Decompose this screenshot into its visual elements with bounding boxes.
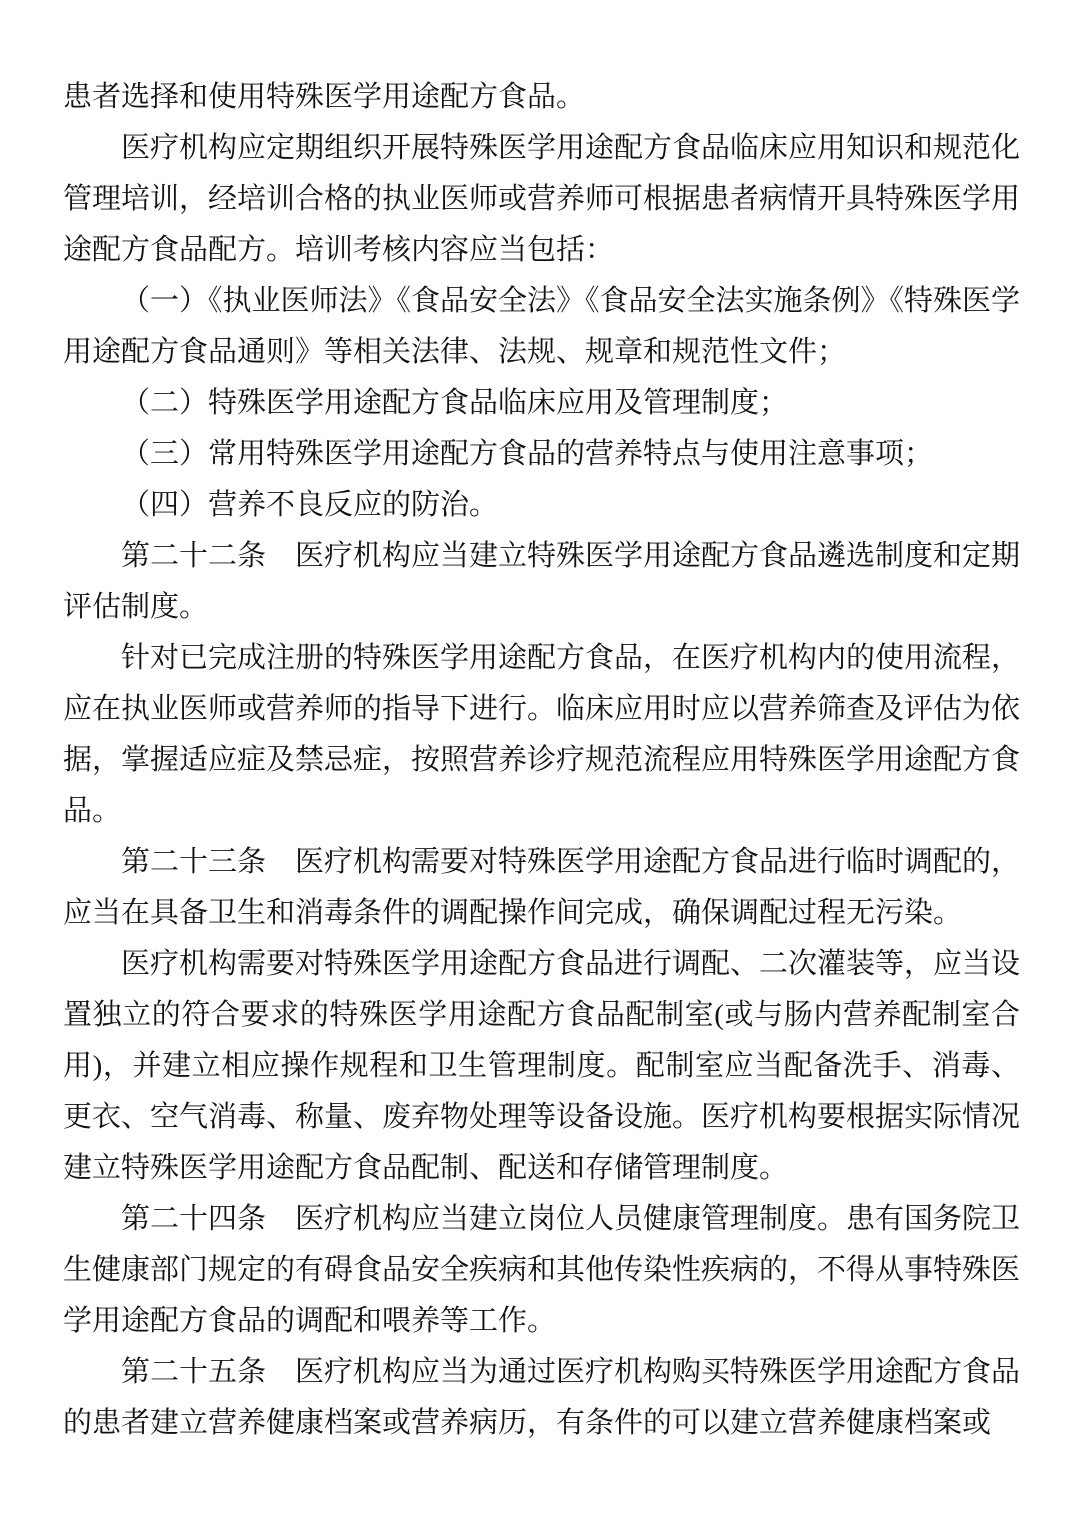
continuation-paragraph: 患者选择和使用特殊医学用途配方食品。 [63, 81, 586, 113]
training-item-3: （三）常用特殊医学用途配方食品的营养特点与使用注意事项； [121, 438, 934, 470]
article-23-paragraph: 第二十三条 医疗机构需要对特殊医学用途配方食品进行临时调配的，应当在具备卫生和消毒条件的调配操作间完成，确保调配过程无污染。 [63, 846, 1021, 929]
training-item-1: （一）《执业医师法》《食品安全法》《食品安全法实施条例》《特殊医学用途配方食品通则》等相关法律、法规、规章和规范性文件； [63, 285, 1021, 368]
training-item-4: （四）营养不良反应的防治。 [121, 489, 499, 521]
article-24-paragraph: 第二十四条 医疗机构应当建立岗位人员健康管理制度。患有国务院卫生健康部门规定的有碍食品安全疾病和其他传染性疾病的，不得从事特殊医学用途配方食品的调配和喂养等工作。 [63, 1203, 1021, 1337]
training-requirements-paragraph: 医疗机构应定期组织开展特殊医学用途配方食品临床应用知识和规范化管理培训，经培训合格的执业医师或营养师可根据患者病情开具特殊医学用途配方食品配方。培训考核内容应当包括： [63, 132, 1021, 266]
article-25-paragraph: 第二十五条 医疗机构应当为通过医疗机构购买特殊医学用途配方食品的患者建立营养健康档案或营养病历，有条件的可以建立营养健康档案或 [63, 1356, 1021, 1439]
article-22-paragraph: 第二十二条 医疗机构应当建立特殊医学用途配方食品遴选制度和定期评估制度。 [63, 540, 1021, 623]
article-22-usage-paragraph: 针对已完成注册的特殊医学用途配方食品，在医疗机构内的使用流程，应在执业医师或营养师的指导下进行。临床应用时应以营养筛查及评估为依据，掌握适应症及禁忌症，按照营养诊疗规范流程应用特殊医学用途配方食品。 [63, 642, 1021, 827]
training-item-2: （二）特殊医学用途配方食品临床应用及管理制度； [121, 387, 789, 419]
article-23-preparation-room-paragraph: 医疗机构需要对特殊医学用途配方食品进行调配、二次灌装等，应当设置独立的符合要求的特殊医学用途配方食品配制室(或与肠内营养配制室合用)，并建立相应操作规程和卫生管理制度。配制室应当配备洗手、消毒、更衣、空气消毒、称量、废弃物处理等设备设施。医疗机构要根据实际情况建立特殊医学用途配方食品配制、配送和存储管理制度。 [63, 948, 1021, 1184]
